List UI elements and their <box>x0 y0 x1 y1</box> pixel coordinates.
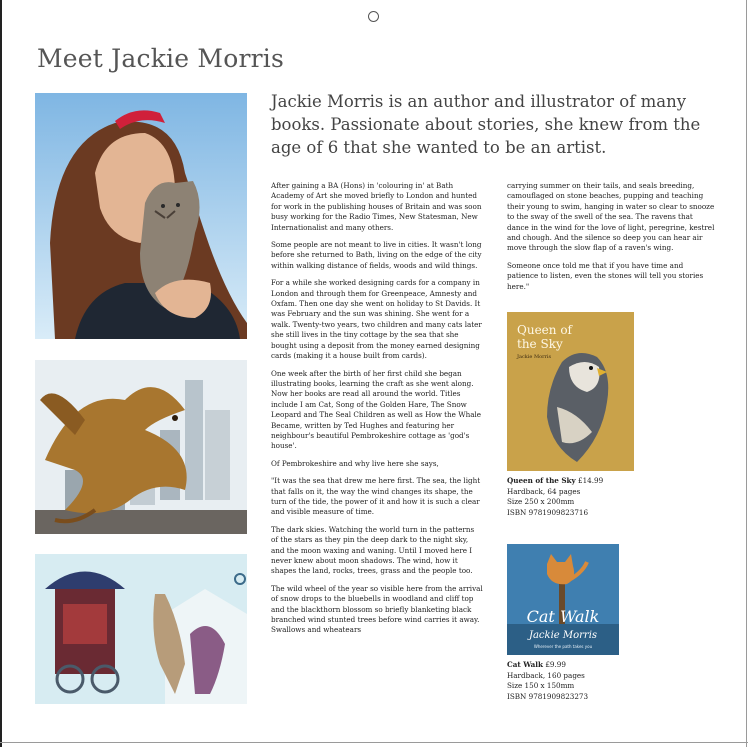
book-isbn: ISBN 9781909823716 <box>507 507 589 517</box>
book-title: Cat Walk <box>507 660 544 669</box>
page-marker-circle-icon <box>368 11 379 22</box>
book-price: £9.99 <box>545 660 566 669</box>
body-paragraph: One week after the birth of her first child she began illustrating books, learning the craft as she went along. Now her books are read all around the world. Titles include I am Cat, Song of the Golden Hare, The Snow Leopard and The Seal Children as well as How the Whale Became, written by Ted Hughes and featuring her neighbour's beautiful Pembrokeshire cottage as 'god's house'. <box>271 368 482 451</box>
lead-paragraph: Jackie Morris is an author and illustrator of many books. Passionate about stories, she knew from the age of 6 that she wanted to be an artist. <box>271 92 701 157</box>
cover-title-line2: the Sky <box>517 337 563 351</box>
page-left-border <box>0 0 2 747</box>
page-title: Meet Jackie Morris <box>37 44 284 73</box>
cat-walk-cover[interactable] <box>507 544 619 655</box>
body-paragraph: "It was the sea that drew me here first. The sea, the light that falls on it, the way the wind changes its shape, the turn of the tide, the power of it and how it is such a clear and visible measure of time. <box>271 476 481 517</box>
cover-author: Jackie Morris <box>528 630 598 641</box>
book-format: Hardback, 64 pages <box>507 486 581 496</box>
book-size: Size 150 x 150mm <box>507 681 575 691</box>
queen-of-the-sky-info <box>507 476 707 518</box>
body-paragraph: The wild wheel of the year so visible here from the arrival of snow drops to the bluebells in woodland and cliff top and the blackthorn blossom so briefly blanketing black branched wind stunted trees before wind carries it away. Swallows and wheatears <box>271 583 483 635</box>
book-price: £14.99 <box>578 476 604 485</box>
page-bottom-border <box>0 742 748 743</box>
book-size: Size 250 x 200mm <box>507 497 575 507</box>
book-title: Queen of the Sky <box>507 476 576 485</box>
body-column-2 <box>507 181 715 299</box>
dragon-illustration <box>35 360 247 534</box>
body-paragraph: carrying summer on their tails, and seals breeding, camouflaged on stone beaches, pupping and teaching their young to swim, hanging in water so clear to snooze to the sway of the swell of the sea. The ravens that dance in the wind for the love of light, peregrine, kestrel and chough. And the silence so deep you can hear air move through the slow flap of a raven's wing. <box>507 181 715 253</box>
page-right-border <box>746 0 747 747</box>
cover-title: Cat Walk <box>526 607 600 626</box>
cover-author: Jackie Morris <box>517 354 552 360</box>
body-paragraph: After gaining a BA (Hons) in 'colouring in' at Bath Academy of Art she moved briefly to London and hunted for work in the publishing houses of Britain and was soon busy working for the Radio Times, New Statesman, New Internationalist and many others. <box>271 181 482 232</box>
body-paragraph: Of Pembrokeshire and why live here she says, <box>271 458 439 468</box>
queen-of-the-sky-cover[interactable] <box>507 312 634 471</box>
cover-subtitle: Wherever the path takes you <box>533 644 593 649</box>
book-isbn: ISBN 9781909823273 <box>507 691 589 701</box>
author-photo <box>35 93 247 339</box>
body-column-1 <box>271 181 483 643</box>
circus-illustration <box>35 554 247 704</box>
body-paragraph: Someone once told me that if you have time and patience to listen, even the stones will tell you stories here." <box>507 260 704 291</box>
book-format: Hardback, 160 pages <box>507 670 585 680</box>
body-paragraph: Some people are not meant to live in cities. It wasn't long before she returned to Bath, living on the edge of the city within walking distance of fields, woods and wild things. <box>271 240 482 270</box>
cat-walk-info <box>507 660 707 702</box>
body-paragraph: For a while she worked designing cards for a company in London and through them for Greenpeace, Amnesty and Oxfam. Then one day she went on holiday to St Davids. It was February and the sun was shining. She went for a walk. Twenty-two years, two children and many cats later she still lives in the tiny cottage by the sea that she bought using a deposit from the money earned designing cards (making it a house built from cards). <box>271 278 482 361</box>
cover-title-line1: Queen of <box>517 323 572 337</box>
body-paragraph: The dark skies. Watching the world turn in the patterns of the stars as they pin the deep dark to the night sky, and the moon waxing and waning. Until I moved here I never knew about moon shadows. The wind, how it shapes the land, rocks, trees, grass and the people too. <box>271 524 475 576</box>
